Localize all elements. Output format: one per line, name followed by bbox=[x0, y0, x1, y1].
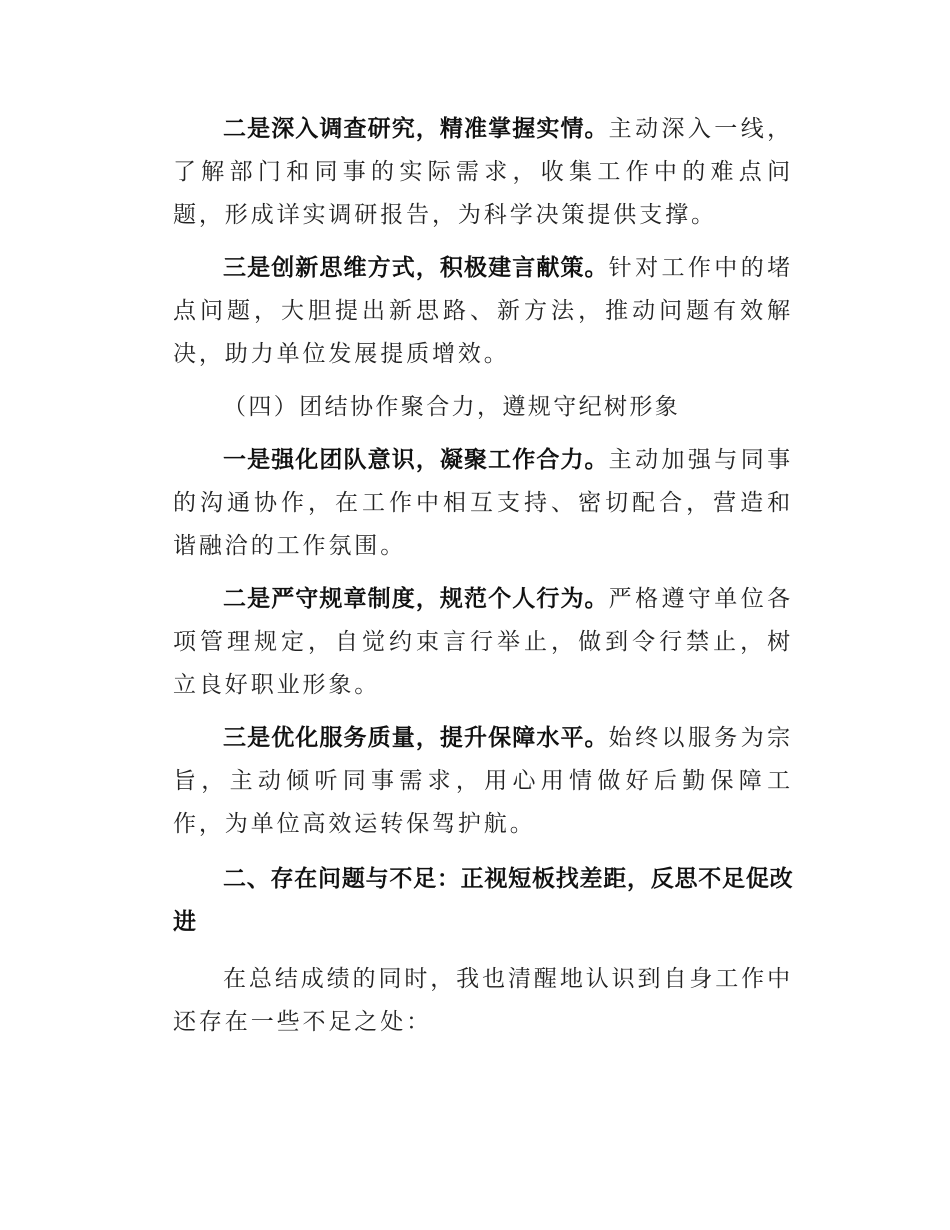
paragraph-text: 针对工作中的堵点问题，大胆提出新思路、新方法，推动问题有效解决，助力单位发展提质增效。 bbox=[173, 255, 793, 367]
paragraph-lead: 二是深入调查研究，精准掌握实情。 bbox=[223, 116, 609, 142]
paragraph-text: 在总结成绩的同时，我也清醒地认识到自身工作中还存在一些不足之处： bbox=[173, 966, 793, 1035]
section-heading-problems: 二、存在问题与不足：正视短板找差距，反思不足促改进 bbox=[173, 866, 793, 935]
paragraph-rules bbox=[173, 578, 793, 707]
paragraph-text: 主动深入一线，了解部门和同事的实际需求，收集工作中的难点问题，形成详实调研报告，为科学决策提供支撑。 bbox=[173, 116, 793, 228]
paragraph-innovation bbox=[173, 247, 793, 376]
paragraph-lead: 三是创新思维方式，积极建言献策。 bbox=[223, 255, 609, 281]
paragraph-text: 始终以服务为宗旨，主动倾听同事需求，用心用情做好后勤保障工作，为单位高效运转保驾护航。 bbox=[173, 725, 793, 837]
paragraph-lead: 三是优化服务质量，提升保障水平。 bbox=[223, 725, 609, 751]
paragraph-service bbox=[173, 717, 793, 846]
paragraph-text: 主动加强与同事的沟通协作，在工作中相互支持、密切配合，营造和谐融洽的工作氛围。 bbox=[173, 447, 793, 559]
paragraph-lead: 一是强化团队意识，凝聚工作合力。 bbox=[223, 447, 609, 473]
document-body bbox=[173, 108, 793, 1044]
paragraph-intro-shortcomings bbox=[173, 958, 793, 1044]
paragraph-text: 严格遵守单位各项管理规定，自觉约束言行举止，做到令行禁止，树立良好职业形象。 bbox=[173, 586, 793, 698]
paragraph-lead: 二是严守规章制度，规范个人行为。 bbox=[223, 586, 609, 612]
subheading-teamwork: （四）团结协作聚合力，遵规守纪树形象 bbox=[223, 394, 681, 420]
paragraph-team-awareness bbox=[173, 439, 793, 568]
paragraph-research bbox=[173, 108, 793, 237]
